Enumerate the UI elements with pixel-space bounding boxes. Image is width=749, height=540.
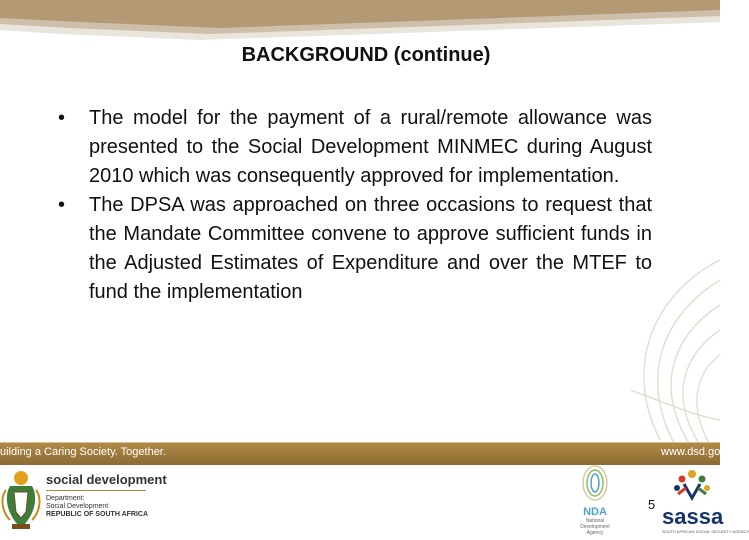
coat-of-arms-icon [0,468,42,532]
footer-bar [0,442,726,465]
footer-url: www.dsd.gov [661,446,726,458]
footer-tagline: uilding a Caring Society. Together. [0,446,166,458]
nda-sub-1: National [585,518,605,524]
nda-name: NDA [583,506,607,518]
nda-sub-3: Agency [586,530,604,536]
department-name: social development [46,472,167,487]
sassa-logo [660,468,749,538]
nda-sub-2: Development [580,524,610,530]
sassa-name: sassa [662,504,724,529]
bullet-item [58,191,652,307]
decorative-swirl [600,250,720,445]
bullet-marker: • [58,107,66,129]
bullet-text: The model for the payment of a rural/remote allowance was presented to the Social Development MINMEC during August 2010 which was consequently approved for implementation. [89,107,652,187]
department-logo [0,466,167,536]
nda-emblem-icon [575,464,615,502]
bullet-list [58,104,652,307]
department-subname: Social Development [46,503,109,510]
page-number: 5 [648,497,656,512]
sassa-subtitle: SOUTH AFRICAN SOCIAL SECURITY AGENCY [662,529,749,534]
bullet-item [58,104,652,191]
sassa-people-icon [672,468,712,502]
slide-title: BACKGROUND (continue) [241,44,491,66]
department-country: REPUBLIC OF SOUTH AFRICA [46,511,149,518]
top-decorative-band [0,0,720,44]
department-divider [46,490,146,491]
department-label: Department: [46,495,85,502]
bullet-marker: • [58,194,66,216]
department-details [46,495,148,519]
nda-logo [570,464,620,538]
bullet-text: The DPSA was approached on three occasions to request that the Mandate Committee convene to approve sufficient funds in the Adjusted Estimates of Expenditure and over the MTEF to fund the implementation [89,194,652,303]
